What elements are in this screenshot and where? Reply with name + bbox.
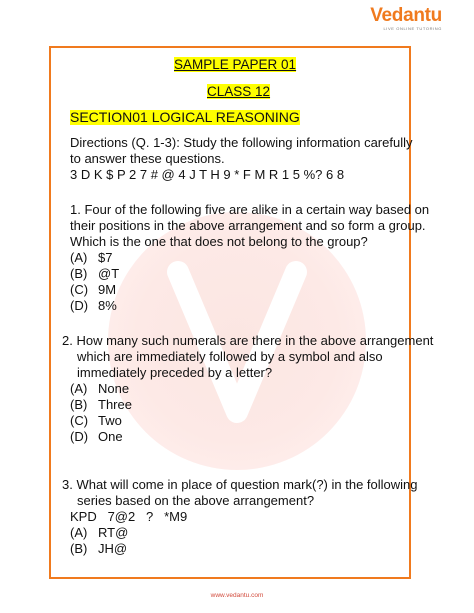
q1-option-d-text: 8% xyxy=(98,298,117,313)
q2-option-a-label: (A) xyxy=(70,381,88,396)
q2-option-b-text: Three xyxy=(98,397,132,412)
question-3-line-2: series based on the above arrangement? xyxy=(77,493,315,508)
q2-option-b-label: (B) xyxy=(70,397,88,412)
q3-option-a-label: (A) xyxy=(70,525,88,540)
q2-option-c-label: (C) xyxy=(70,413,89,428)
question-1-line-1: 1. Four of the following five are alike in a certain way based on xyxy=(70,202,430,217)
letter-sequence: 3 D K $ P 2 7 # @ 4 J T H 9 * F M R 1 5 %? 6 8 xyxy=(70,167,345,182)
q1-option-a-label: (A) xyxy=(70,250,88,265)
q1-option-c-text: 9M xyxy=(98,282,117,297)
directions-line-2: to answer these questions. xyxy=(70,151,225,166)
q3-option-b-text: JH@ xyxy=(98,541,128,556)
paper-title: SAMPLE PAPER 01 xyxy=(174,57,297,72)
directions-line-1: Directions (Q. 1-3): Study the following information carefully xyxy=(70,135,413,150)
footer-url[interactable]: www.vedantu.com xyxy=(210,592,264,599)
q2-option-d-text: One xyxy=(98,429,123,444)
logo-name: Vedantu xyxy=(370,5,442,26)
vedantu-logo xyxy=(370,6,442,32)
logo-tagline: LIVE ONLINE TUTORING xyxy=(383,26,442,31)
q3-option-b-label: (B) xyxy=(70,541,88,556)
q1-option-c-label: (C) xyxy=(70,282,89,297)
question-2-line-2: which are immediately followed by a symbol and also xyxy=(77,349,383,364)
question-3-line-1: 3. What will come in place of question mark(?) in the following xyxy=(62,477,418,492)
question-3-series: KPD 7@2 ? *M9 xyxy=(70,509,188,524)
q1-option-a-text: $7 xyxy=(98,250,113,265)
question-1-line-3: Which is the one that does not belong to the group? xyxy=(70,234,368,249)
question-2-line-1: 2. How many such numerals are there in the above arrangement xyxy=(62,333,434,348)
q1-option-b-text: @T xyxy=(98,266,120,281)
q3-option-a-text: RT@ xyxy=(98,525,129,540)
q1-option-b-label: (B) xyxy=(70,266,88,281)
class-title: CLASS 12 xyxy=(207,84,271,99)
q2-option-a-text: None xyxy=(98,381,130,396)
question-1-line-2: their positions in the above arrangement and so form a group. xyxy=(70,218,426,233)
section-title: SECTION01 LOGICAL REASONING xyxy=(70,109,300,125)
question-2-line-3: immediately preceded by a letter? xyxy=(77,365,273,380)
q1-option-d-label: (D) xyxy=(70,298,89,313)
q2-option-d-label: (D) xyxy=(70,429,89,444)
q2-option-c-text: Two xyxy=(98,413,122,428)
